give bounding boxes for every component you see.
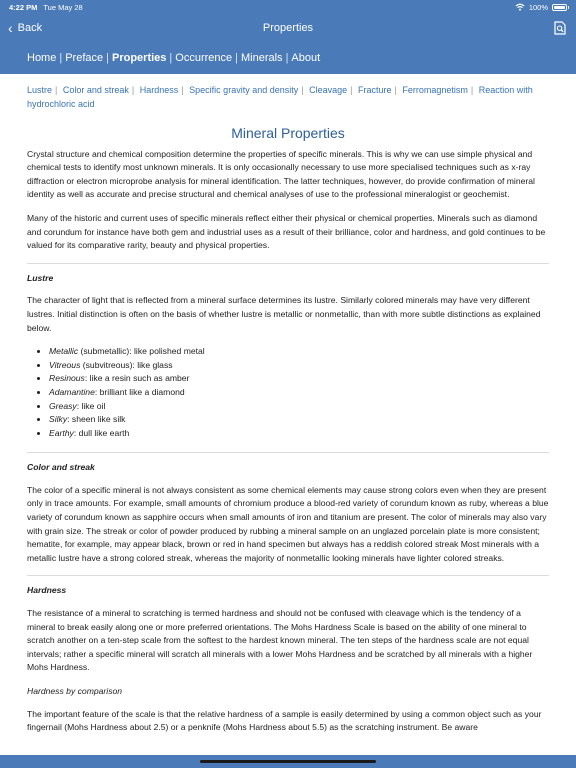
lustre-term: Resinous: [49, 373, 85, 384]
battery-fill: [554, 6, 565, 9]
list-item: [49, 413, 549, 427]
link-separator: |: [55, 85, 58, 95]
menu-separator: |: [106, 52, 109, 64]
menu-item-properties[interactable]: Properties: [111, 52, 167, 64]
hardness-subheading: Hardness by comparison: [27, 686, 123, 696]
hardness-paragraph-2: The important feature of the scale is that the relative hardness of a sample is easily determined by using a common object such as your fingernail (Mohs Hardness about 2.5) or a penknife (Mohs Hardness about 5.5) as the scratching instrument. Be aware: [27, 708, 542, 733]
hardness-paragraph: The resistance of a mineral to scratching is termed hardness and should not be confused with cleavage which is the tendency of a mineral to break easily along one or more preferred orientations. The Mohs Hardness Scale is based on the ability of one mineral to scratch another on a ten-step scale from the softest to the hardest known mineral. The ten steps of the hardness scale are not equal intervals; rather a specific mineral will scratch all minerals with a lower Mohs Hardness and be scratched by all minerals with a higher Mohs Hardness.: [27, 608, 533, 673]
menu-item-occurrence[interactable]: Occurrence: [175, 52, 233, 64]
list-item: [49, 359, 549, 373]
lustre-heading: Lustre: [27, 272, 54, 283]
link-separator: |: [394, 85, 397, 95]
lustre-term: Silky: [49, 414, 68, 425]
hardness-heading: Hardness: [27, 585, 67, 596]
property-link-hardness[interactable]: Hardness: [139, 85, 179, 95]
home-indicator[interactable]: [200, 760, 376, 763]
content-title: Mineral Properties: [231, 125, 345, 141]
divider: [27, 575, 549, 576]
property-links: [27, 84, 547, 111]
property-link-color-and-streak[interactable]: Color and streak: [62, 85, 129, 95]
link-separator: |: [301, 85, 304, 95]
property-link-reaction-with-hydrochloric-acid[interactable]: Reaction with hydrochloric acid: [27, 85, 533, 109]
lustre-term: Metallic: [49, 346, 79, 357]
back-button[interactable]: [8, 21, 42, 35]
lustre-list: [49, 345, 549, 440]
back-label: Back: [17, 22, 43, 34]
battery-percent: 100%: [528, 2, 548, 12]
divider: [27, 452, 549, 453]
search-document-icon[interactable]: [554, 21, 566, 35]
list-item: [49, 400, 549, 414]
page-title: Properties: [262, 22, 314, 34]
color-heading: Color and streak: [27, 462, 95, 473]
list-item: [49, 427, 549, 441]
link-separator: |: [470, 85, 474, 95]
menu-item-home[interactable]: Home: [27, 52, 57, 64]
lustre-description: (submetallic): like polished metal: [78, 346, 205, 357]
list-item: [49, 345, 549, 359]
intro-paragraph-1: Crystal structure and chemical composition determine the properties of specific minerals. This is why we can use simple physical and chemical tests to identify most unknown minerals. It is only occasionally necessary to use more specialised techniques such as x-ray diffraction or electron microprobe analysis for mineral identification. The latter techniques, however, do provide confirmation of mineral identity as well as accurate and precise structural and chemical analyses of use to the professional mineralogist or geochemist.: [27, 148, 535, 200]
property-link-lustre[interactable]: Lustre: [27, 85, 53, 95]
section-menu: [0, 42, 576, 74]
navigation-bar: [0, 14, 576, 42]
lustre-description: : dull like earth: [73, 427, 130, 438]
link-separator: |: [131, 85, 135, 95]
wifi-icon: [515, 3, 525, 11]
menu-separator: |: [235, 52, 238, 64]
property-link-fracture[interactable]: Fracture: [357, 85, 392, 95]
intro-paragraph-2: Many of the historic and current uses of specific minerals reflect either their physical or chemical properties. Minerals such as diamond and corundum for instance have both gem and industrial uses as a result of their brilliance, color and hardness, and gold continues to be valued for its comparative rarity, beauty and physical properties.: [27, 212, 546, 251]
chevron-left-icon: ‹: [8, 20, 13, 36]
lustre-term: Earthy: [49, 427, 74, 438]
property-link-specific-gravity-and-density[interactable]: Specific gravity and density: [189, 85, 299, 95]
menu-item-minerals[interactable]: Minerals: [240, 52, 283, 64]
lustre-description: : like a resin such as amber: [84, 373, 190, 384]
menu-separator: |: [59, 52, 63, 64]
lustre-description: : like oil: [76, 400, 106, 411]
property-link-ferromagnetism[interactable]: Ferromagnetism: [402, 85, 468, 95]
lustre-paragraph: The character of light that is reflected from a mineral surface determines its lustre. Similarly colored minerals may have very different lustres. Initial distinction is often on the basis of whether lustre is metallic or nonmetallic, than with more subtle distinctions as explained below.: [27, 295, 541, 333]
lustre-term: Vitreous: [49, 359, 81, 370]
property-link-cleavage[interactable]: Cleavage: [309, 85, 348, 95]
lustre-description: : sheen like silk: [67, 414, 126, 425]
list-item: [49, 372, 549, 386]
list-item: [49, 386, 549, 400]
lustre-description: (subvitreous): like glass: [80, 359, 173, 370]
divider: [27, 263, 549, 264]
status-right: [515, 3, 567, 12]
menu-item-about[interactable]: About: [291, 52, 321, 64]
menu-separator: |: [285, 52, 289, 64]
menu-item-preface[interactable]: Preface: [65, 52, 104, 64]
color-paragraph: The color of a specific mineral is not always consistent as some chemical elements may cause strong colors even when they are present only in trace amounts. For example, small amounts of chromium produce a blood-red variety of corundum known as ruby, whereas a blue variety of corundum known as sapphire occurs when small amounts of iron and titanium are present. The color of minerals may also vary with grain size. The streak or color of powder produced by rubbing a mineral sample on an unglazed porcelain plate is more consistent; hematite, for example, may appear black, brown or red in hand specimen but always has a reddish colored streak Most minerals with a metallic lustre have a strong colored streak, whereas the majority of nonmetallic looking minerals have lighter colored streaks.: [27, 484, 549, 563]
link-separator: |: [181, 85, 184, 95]
battery-icon: [552, 4, 567, 11]
status-time: 4:22 PM: [9, 2, 38, 12]
lustre-description: : brilliant like a diamond: [94, 386, 185, 397]
status-date: Tue May 28: [43, 2, 83, 12]
main-content: [27, 127, 549, 745]
status-bar: [0, 0, 576, 14]
lustre-term: Adamantine: [49, 386, 95, 397]
home-indicator-bar: [0, 755, 576, 768]
link-separator: |: [350, 85, 353, 95]
lustre-term: Greasy: [49, 400, 77, 411]
menu-separator: |: [169, 52, 173, 64]
